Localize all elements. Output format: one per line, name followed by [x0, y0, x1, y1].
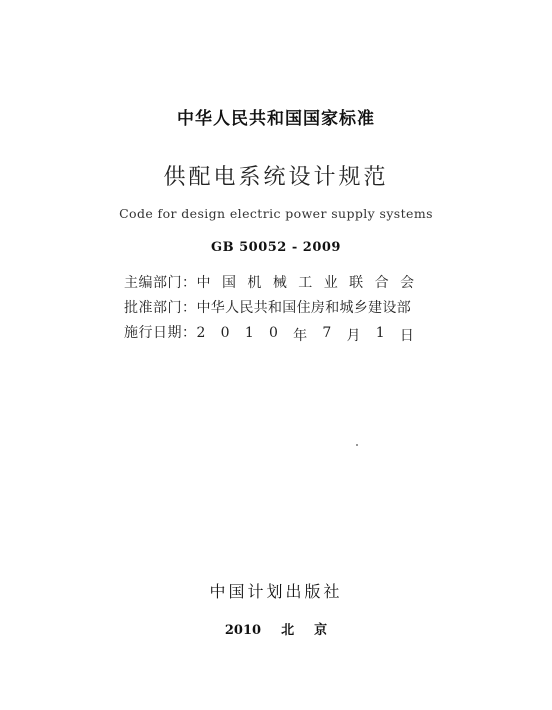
effective-date-value [197, 325, 415, 345]
standard-series: 中华人民共和国国家标准 [177, 109, 375, 129]
effective-date-char: 1 [375, 325, 385, 341]
chief-editor-char: 业 [323, 275, 338, 291]
effective-date-char: 2 [196, 325, 206, 341]
effective-date-label: 施行日期： [124, 325, 197, 341]
chief-editor-value [197, 272, 415, 292]
issuing-info [124, 272, 414, 347]
effective-date-char: 7 [322, 325, 332, 341]
effective-date-char: 0 [220, 325, 230, 341]
effective-date-char: 0 [268, 325, 278, 341]
chief-editor-label: 主编部门： [124, 275, 197, 291]
imprint-city-char: 北 [281, 623, 295, 638]
imprint [0, 619, 552, 638]
effective-date-char: 1 [244, 325, 254, 341]
title-english: Code for design electric power supply systems [119, 206, 433, 221]
effective-date-char: 年 [293, 328, 308, 344]
chief-editor-row [124, 272, 414, 297]
standard-number: GB 50052 - 2009 [211, 240, 341, 255]
effective-date-row [124, 322, 414, 347]
chief-editor-char: 工 [298, 275, 313, 291]
title-chinese: 供配电系统设计规范 [163, 165, 389, 190]
chief-editor-char: 会 [400, 275, 414, 291]
imprint-year: 2010 [224, 623, 262, 638]
chief-editor-char: 合 [374, 275, 389, 291]
chief-editor-char: 机 [247, 275, 262, 291]
approval-row [124, 297, 414, 322]
effective-date-char: 月 [346, 328, 361, 344]
chief-editor-char: 中 [196, 275, 211, 291]
scan-speck [356, 444, 358, 446]
publisher: 中国计划出版社 [209, 582, 343, 601]
chief-editor-char: 国 [221, 275, 236, 291]
imprint-city-char: 京 [314, 623, 328, 638]
effective-date-char: 日 [399, 328, 414, 344]
chief-editor-char: 械 [272, 275, 287, 291]
approval-label: 批准部门： [124, 300, 197, 316]
approval-value: 中华人民共和国住房和城乡建设部 [196, 300, 411, 316]
chief-editor-char: 联 [349, 275, 364, 291]
